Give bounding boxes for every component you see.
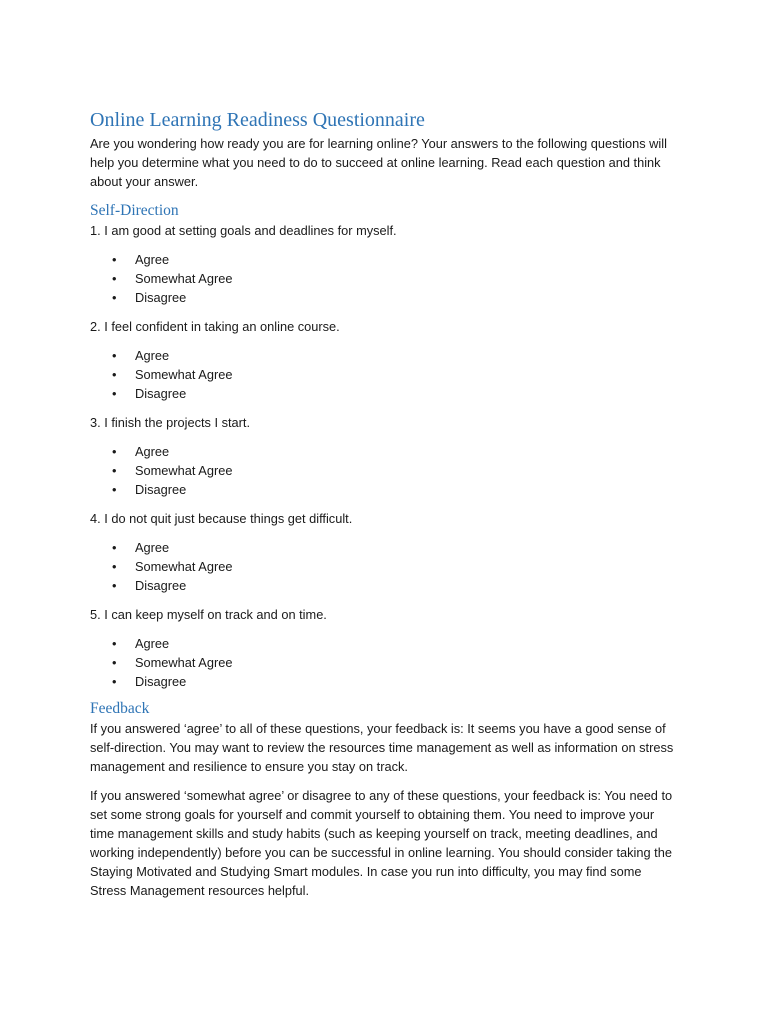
question-block (90, 509, 680, 595)
bullet-icon: • (112, 655, 117, 670)
answer-option (90, 442, 680, 461)
answer-options (90, 538, 680, 595)
answer-options (90, 250, 680, 307)
option-label: Agree (135, 540, 170, 555)
document-page (90, 108, 680, 910)
question-text: 2. I feel confident in taking an online course. (90, 319, 340, 334)
option-label: Somewhat Agree (135, 367, 233, 382)
answer-option (90, 365, 680, 384)
option-label: Somewhat Agree (135, 271, 233, 286)
feedback-paragraph-agree: If you answered ‘agree’ to all of these questions, your feedback is: It seems you have a good sense of self-direction. You may want to review the resources time management as well as information on stress management and resilience to ensure you stay on track. (90, 721, 674, 774)
bullet-icon: • (112, 559, 117, 574)
feedback-paragraph-disagree: If you answered ‘somewhat agree’ or disagree to any of these questions, your feedback is: You need to set some strong goals for yourself and commit yourself to obtaining them. You need to improve your time management skills and study habits (such as keeping yourself on track, meeting deadlines, and working independently) before you can be successful in online learning. You should consider taking the Staying Motivated and Studying Smart modules. In case you run into difficulty, you may find some Stress Management resources helpful. (90, 788, 673, 898)
question-block (90, 317, 680, 403)
option-label: Somewhat Agree (135, 463, 233, 478)
answer-option (90, 538, 680, 557)
option-label: Agree (135, 636, 170, 651)
answer-option (90, 346, 680, 365)
bullet-icon: • (112, 348, 117, 363)
answer-option (90, 288, 680, 307)
option-label: Disagree (135, 290, 187, 305)
answer-option (90, 461, 680, 480)
answer-option (90, 269, 680, 288)
feedback-heading: Feedback (90, 700, 150, 717)
self-direction-heading: Self-Direction (90, 202, 179, 219)
answer-option (90, 634, 680, 653)
option-label: Disagree (135, 386, 187, 401)
answer-option (90, 672, 680, 691)
bullet-icon: • (112, 367, 117, 382)
option-label: Agree (135, 348, 170, 363)
answer-options (90, 442, 680, 499)
question-block (90, 413, 680, 499)
question-text: 1. I am good at setting goals and deadlines for myself. (90, 223, 397, 238)
answer-option (90, 480, 680, 499)
document-title: Online Learning Readiness Questionnaire (90, 109, 425, 131)
answer-option (90, 576, 680, 595)
option-label: Disagree (135, 674, 187, 689)
bullet-icon: • (112, 674, 117, 689)
option-label: Somewhat Agree (135, 655, 233, 670)
option-label: Disagree (135, 482, 187, 497)
option-label: Agree (135, 252, 170, 267)
question-block (90, 221, 680, 307)
answer-options (90, 346, 680, 403)
intro-paragraph: Are you wondering how ready you are for learning online? Your answers to the following questions will help you determine what you need to do to succeed at online learning. Read each question and think about your answer. (90, 136, 667, 189)
bullet-icon: • (112, 540, 117, 555)
bullet-icon: • (112, 444, 117, 459)
bullet-icon: • (112, 386, 117, 401)
bullet-icon: • (112, 578, 117, 593)
bullet-icon: • (112, 463, 117, 478)
answer-options (90, 634, 680, 691)
question-text: 5. I can keep myself on track and on time. (90, 607, 327, 622)
answer-option (90, 384, 680, 403)
bullet-icon: • (112, 636, 117, 651)
bullet-icon: • (112, 482, 117, 497)
question-text: 4. I do not quit just because things get difficult. (90, 511, 353, 526)
bullet-icon: • (112, 271, 117, 286)
question-text: 3. I finish the projects I start. (90, 415, 251, 430)
answer-option (90, 557, 680, 576)
option-label: Agree (135, 444, 170, 459)
bullet-icon: • (112, 290, 117, 305)
question-block (90, 605, 680, 691)
bullet-icon: • (112, 252, 117, 267)
answer-option (90, 653, 680, 672)
answer-option (90, 250, 680, 269)
option-label: Disagree (135, 578, 187, 593)
option-label: Somewhat Agree (135, 559, 233, 574)
